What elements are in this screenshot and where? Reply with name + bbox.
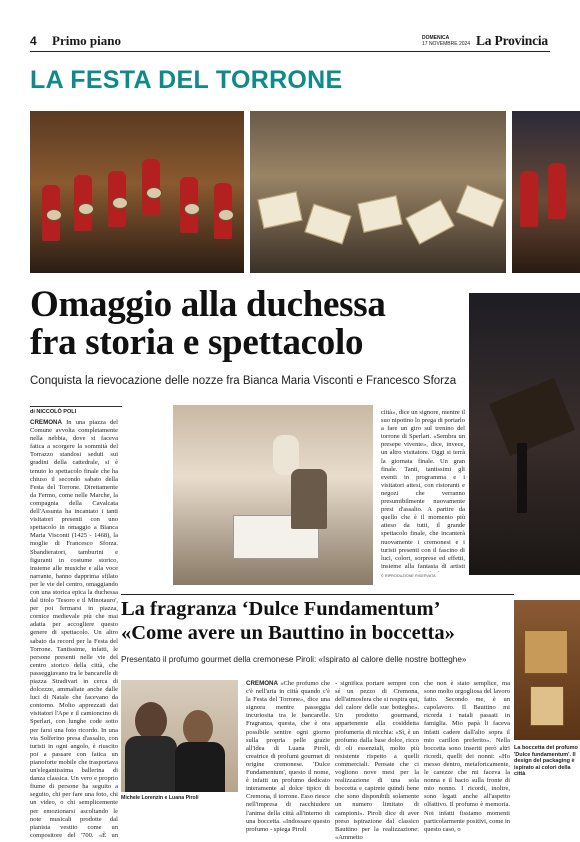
- article2-column-2: - significa portare sempre con sé un pezzo di Cremona, dell'atmosfera che si respira qui, del calore delle sue botteghe». Un prodotto gourmand, appartenente alla cosiddetta profumeria di nicchia: «Sì, è un profumo dalla base dolce, ricco di oli essenziali, molto più resistente rispetto a quelli commerciali. Pensate che ci vogliono nove mesi per la realizzazione di una sola boccetta e capirete quindi bene che sono disponibili solamente un numero limitato di campioni». Piroli dice di aver preso ispirazione dal classico Bauttino per la realizzazione: «Ammetto: [335, 680, 419, 840]
- article2-column-1: CREMONA «Che profumo che c'è nell'aria in città quando c'è la Festa del Torrone», dice una signora mentre passeggia incuriosita tra le bancarelle. Fragranza, questa, che è ora possibile sentire ogni giorno sulla propria pelle grazie all'idea di Luana Piroli, creatrice di profumi gourmet di origine cremonese. 'Dulce Fundamentum', questo il nome, è infatti un profumo dedicato interamente al dolce tipico di Cremona, il torrone. Esso riesce nell'impresa di racchiudere l'anima della città all'interno di una boccetta. «Indossare questo profumo - spiega Piroli: [246, 680, 330, 833]
- photo-drummers: [30, 111, 244, 273]
- photo-perfume-box: [514, 600, 580, 740]
- dateline: CREMONA: [30, 419, 62, 426]
- header-date: 17 NOVEMBRE 2024: [422, 41, 471, 47]
- article-separator: [121, 594, 514, 595]
- photo-piano-ballerina: [173, 405, 373, 585]
- side-caption: La boccetta del profumo 'Dulce fundamentum'. Il design del packaging è ispirato ai colori della città: [514, 745, 578, 778]
- newspaper-logo: La Provincia: [476, 33, 548, 48]
- page-header: [30, 34, 550, 52]
- photo-caption: Michele Lorenzin e Luana Piroli: [121, 795, 199, 801]
- page-number: 4: [30, 34, 37, 48]
- photo-flag-wavers: [250, 111, 506, 273]
- header-day: DOMENICA: [422, 35, 450, 41]
- copyright-note: © RIPRODUZIONE RISERVATA: [381, 574, 436, 578]
- article2-headline: La fragranza ‘Dulce Fundamentum’ «Come avere un Bauttino in boccetta»: [121, 598, 455, 644]
- kicker-title: LA FESTA DEL TORRONE: [30, 66, 343, 94]
- byline: di NICCOLÒ POLI: [30, 406, 122, 415]
- article-column-1: CREMONA In una piazza del Comune avvolta completamente nella nebbia, dove si faceva fatica a scorgere la sommità del Torrazzo standosi seduti sui gradini della cattedrale, si è tenuto lo spettacolo finale che ha chiuso il secondo sabato della Festa del Torrone. Direttamente da Fermo, come nelle Marche, la compagnia della Cavalcata dell'Assunta ha incantato i tanti visitatori presenti con uno spettacolo in omaggio a Bianca Maria Visconti (1425 - 1468), la moglie di Francesco Sforza. Sbandieratori, tamburini e figuranti in costume storico, insieme alle musiche e alla voce narrante, hanno dapprima sfilato per le vie del centro, omaggiando con una storica epica la duchessa dal titolo 'Tesoro e il Minotauro', per poi fermarsi in piazza, cornice medievale più che mai adatta per accogliere questo genere di spettacolo. Un altro sabato da record per la Festa del Torrone. Tantissime, infatti, le persone presenti nelle vie del centro storico della città, che passeggiavano tra le bancarelle di piazza Stradivari in cerca di dolcezze, ammaliate anche dalle luci di Natale che facevano da contorno. Molto apprezzati dai visitatori l'Ape e il camioncino di Sperlari, con lunghe code sotto per farsi una foto ricordo. In una via Solferino presa d'assalto, con turisti in ogni angolo, è riuscito poi a passare con fatica un pianoforte mobile che trasportava un'elegantissima ballerina di danza classica. Un vero e proprio fiume di persone ha seguito a seguito, chi per fare una foto, chi un video, o chi semplicemente per emozionarsi ascoltando le note musicali prodotte dal pianista vestito come un compositore del '700. «È un: [30, 419, 118, 839]
- article-column-2: città», dice un signore, mentre il suo nipotino lo prega di portarlo a fare un giro sul trenino del torrone di Sperlari. «Sembra un presepe vivente», dice, invece, un altro visitatore. Oggi si terrà la giornata finale. Un gran finale. Tanti, tantissimi gli eventi in programma e i visitatori attesi, con ristoranti e negozi che verranno presumibilmente nuovamente presi d'assalto. A partire da quello che è il momento più atteso da tutti, il grande spettacolo finale, che incanterà nuovamente i cremonesi e i turisti presenti con il fascino di luci, colori, sorprese ed effetti, insieme alla fantasia di artisti: [381, 409, 465, 570]
- article2-column-3: che non è stato semplice, ma sono molto orgogliosa del lavoro fatto. Secondo me, è un capolavoro. Il Bauttino mi ricorda i natali passati in famiglia. Mio papà li faceva infatti cadere dall'alto sopra il mio carillon preferito». Nella boccetta sono inseriti però altri ricordi, quelli dei nonni: «Ho messo dentro, metaforicamente, le carezze che mi faceva la nonna e il bacio sulla fronte di mio nonno. I ricordi, inoltre, sono legati anche all'aspetto olfattivo. Il profumo è memoria. Noi infatti fissiamo momenti particolarmente positivi, come in questo caso, o: [424, 680, 510, 833]
- photo-drummers-detail: [512, 111, 580, 273]
- photo-portrait: [121, 680, 238, 792]
- section-title: Primo piano: [52, 33, 121, 48]
- article-subhead: Conquista la rievocazione delle nozze fra Bianca Maria Visconti e Francesco Sforza: [30, 375, 457, 387]
- article-headline: Omaggio alla duchessa fra storia e spettacolo: [30, 284, 386, 363]
- article2-subhead: Presentato il profumo gourmet della cremonese Piroli: «Ispirato al calore delle nostre botteghe»: [121, 655, 467, 664]
- photo-flag-night: [469, 293, 580, 575]
- dateline-2: CREMONA: [246, 680, 278, 687]
